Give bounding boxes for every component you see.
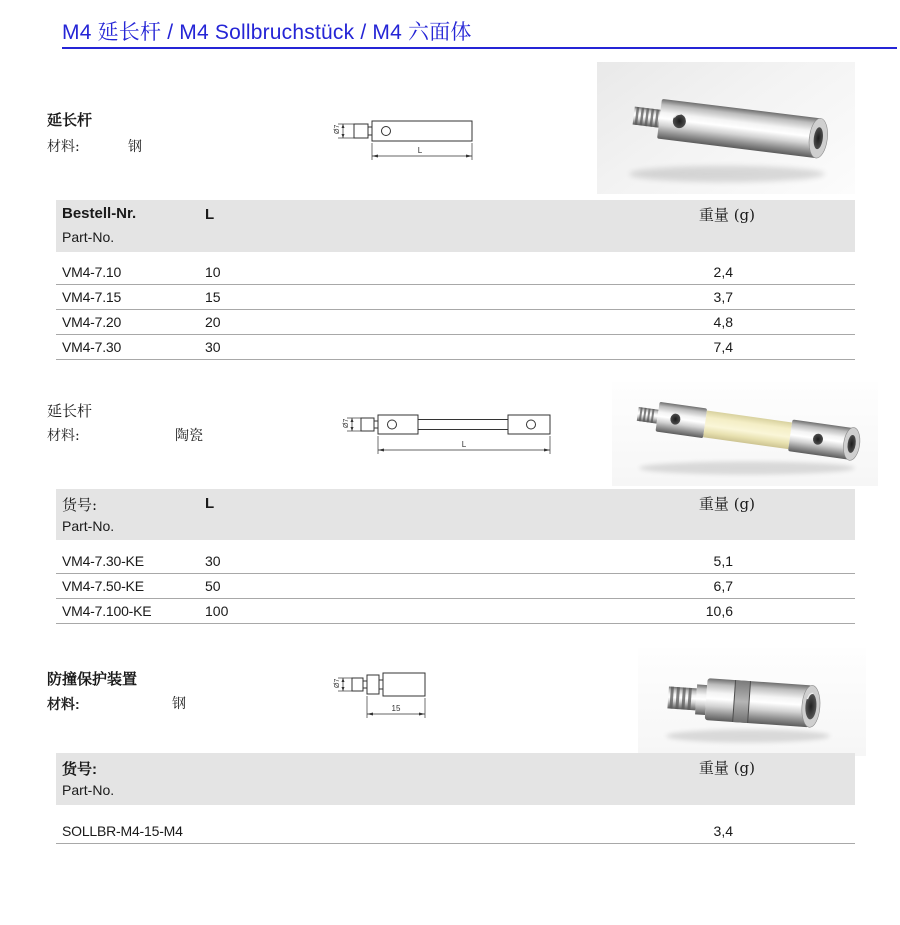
col-l-header: L: [205, 495, 215, 512]
length-value: 30: [205, 553, 221, 569]
table-row: [56, 574, 855, 599]
section1-name: 延长杆: [47, 112, 93, 129]
anti-collision-device-image: [638, 648, 866, 756]
part-no: VM4-7.10: [62, 264, 122, 280]
col-part-subheader: Part-No.: [62, 518, 115, 534]
section3-material-label: 材料:: [47, 696, 80, 712]
section2-table: [56, 489, 855, 624]
part-no: VM4-7.20: [62, 314, 122, 330]
length-value: 20: [205, 314, 221, 330]
section3-table: [56, 753, 855, 844]
weight-value: 7,4: [713, 339, 733, 355]
ceramic-extension-image: [612, 382, 878, 486]
table-header: [56, 200, 855, 252]
col-part-subheader: Part-No.: [62, 782, 115, 798]
length-value: 100: [205, 603, 229, 619]
section3-product-photo: [638, 648, 866, 756]
weight-value: 4,8: [713, 314, 733, 330]
length-dimension-label: L: [417, 146, 423, 155]
part-no: SOLLBR-M4-15-M4: [62, 823, 183, 839]
section1-material-value: 钢: [128, 139, 142, 155]
weight-value: 10,6: [705, 603, 733, 619]
weight-value: 2,4: [713, 264, 733, 280]
table-row: [56, 549, 855, 574]
length-value: 15: [205, 289, 221, 305]
col-part-header: Bestell-Nr.: [62, 205, 137, 222]
col-weight-header: 重量 (g): [698, 206, 755, 224]
part-no: VM4-7.100-KE: [62, 603, 152, 619]
steel-extension-image: [597, 62, 855, 194]
section3-material-value: 钢: [172, 696, 186, 712]
diameter-dimension-label: Ø7: [334, 678, 341, 688]
col-weight-header: 重量 (g): [698, 495, 755, 513]
col-weight-header: 重量 (g): [698, 759, 755, 777]
col-part-subheader: Part-No.: [62, 229, 115, 245]
weight-value: 6,7: [713, 578, 733, 594]
diameter-dimension-label: Ø7: [334, 124, 341, 134]
section2-material-value: 陶瓷: [175, 428, 203, 444]
weight-value: 5,1: [713, 553, 733, 569]
section1-table: [56, 200, 855, 360]
table-row: [56, 599, 855, 624]
length-dimension-label: 15: [391, 704, 401, 713]
table-row: [56, 260, 855, 285]
table-header: [56, 753, 855, 805]
part-no: VM4-7.15: [62, 289, 122, 305]
section3-name: 防撞保护装置: [47, 671, 138, 688]
section2-technical-drawing: [335, 398, 560, 466]
section1-material-label: 材料:: [47, 139, 80, 155]
length-dimension-label: L: [461, 440, 467, 449]
table-row: [56, 819, 855, 844]
diameter-dimension-label: Ø7: [343, 418, 350, 428]
section2-name: 延长杆: [47, 402, 93, 420]
table-row: [56, 285, 855, 310]
part-no: VM4-7.50-KE: [62, 578, 144, 594]
weight-value: 3,7: [713, 289, 733, 305]
col-l-header: L: [205, 206, 215, 223]
title-underline: [62, 47, 897, 49]
section2-material-label: 材料:: [47, 428, 80, 444]
length-value: 30: [205, 339, 221, 355]
col-part-header: 货号:: [62, 761, 97, 778]
section1-technical-drawing: [330, 103, 490, 173]
length-value: 10: [205, 264, 221, 280]
weight-value: 3,4: [713, 823, 733, 839]
length-value: 50: [205, 578, 221, 594]
section1-product-photo: [597, 62, 855, 194]
section2-product-photo: [612, 382, 878, 486]
table-header: [56, 489, 855, 540]
part-no: VM4-7.30: [62, 339, 122, 355]
table-row: [56, 310, 855, 335]
table-row: [56, 335, 855, 360]
part-no: VM4-7.30-KE: [62, 553, 144, 569]
section3-technical-drawing: [330, 660, 460, 728]
col-part-header: 货号:: [62, 496, 98, 514]
page-title: M4 延长杆 / M4 Sollbruchstück / M4 六面体: [62, 21, 472, 44]
